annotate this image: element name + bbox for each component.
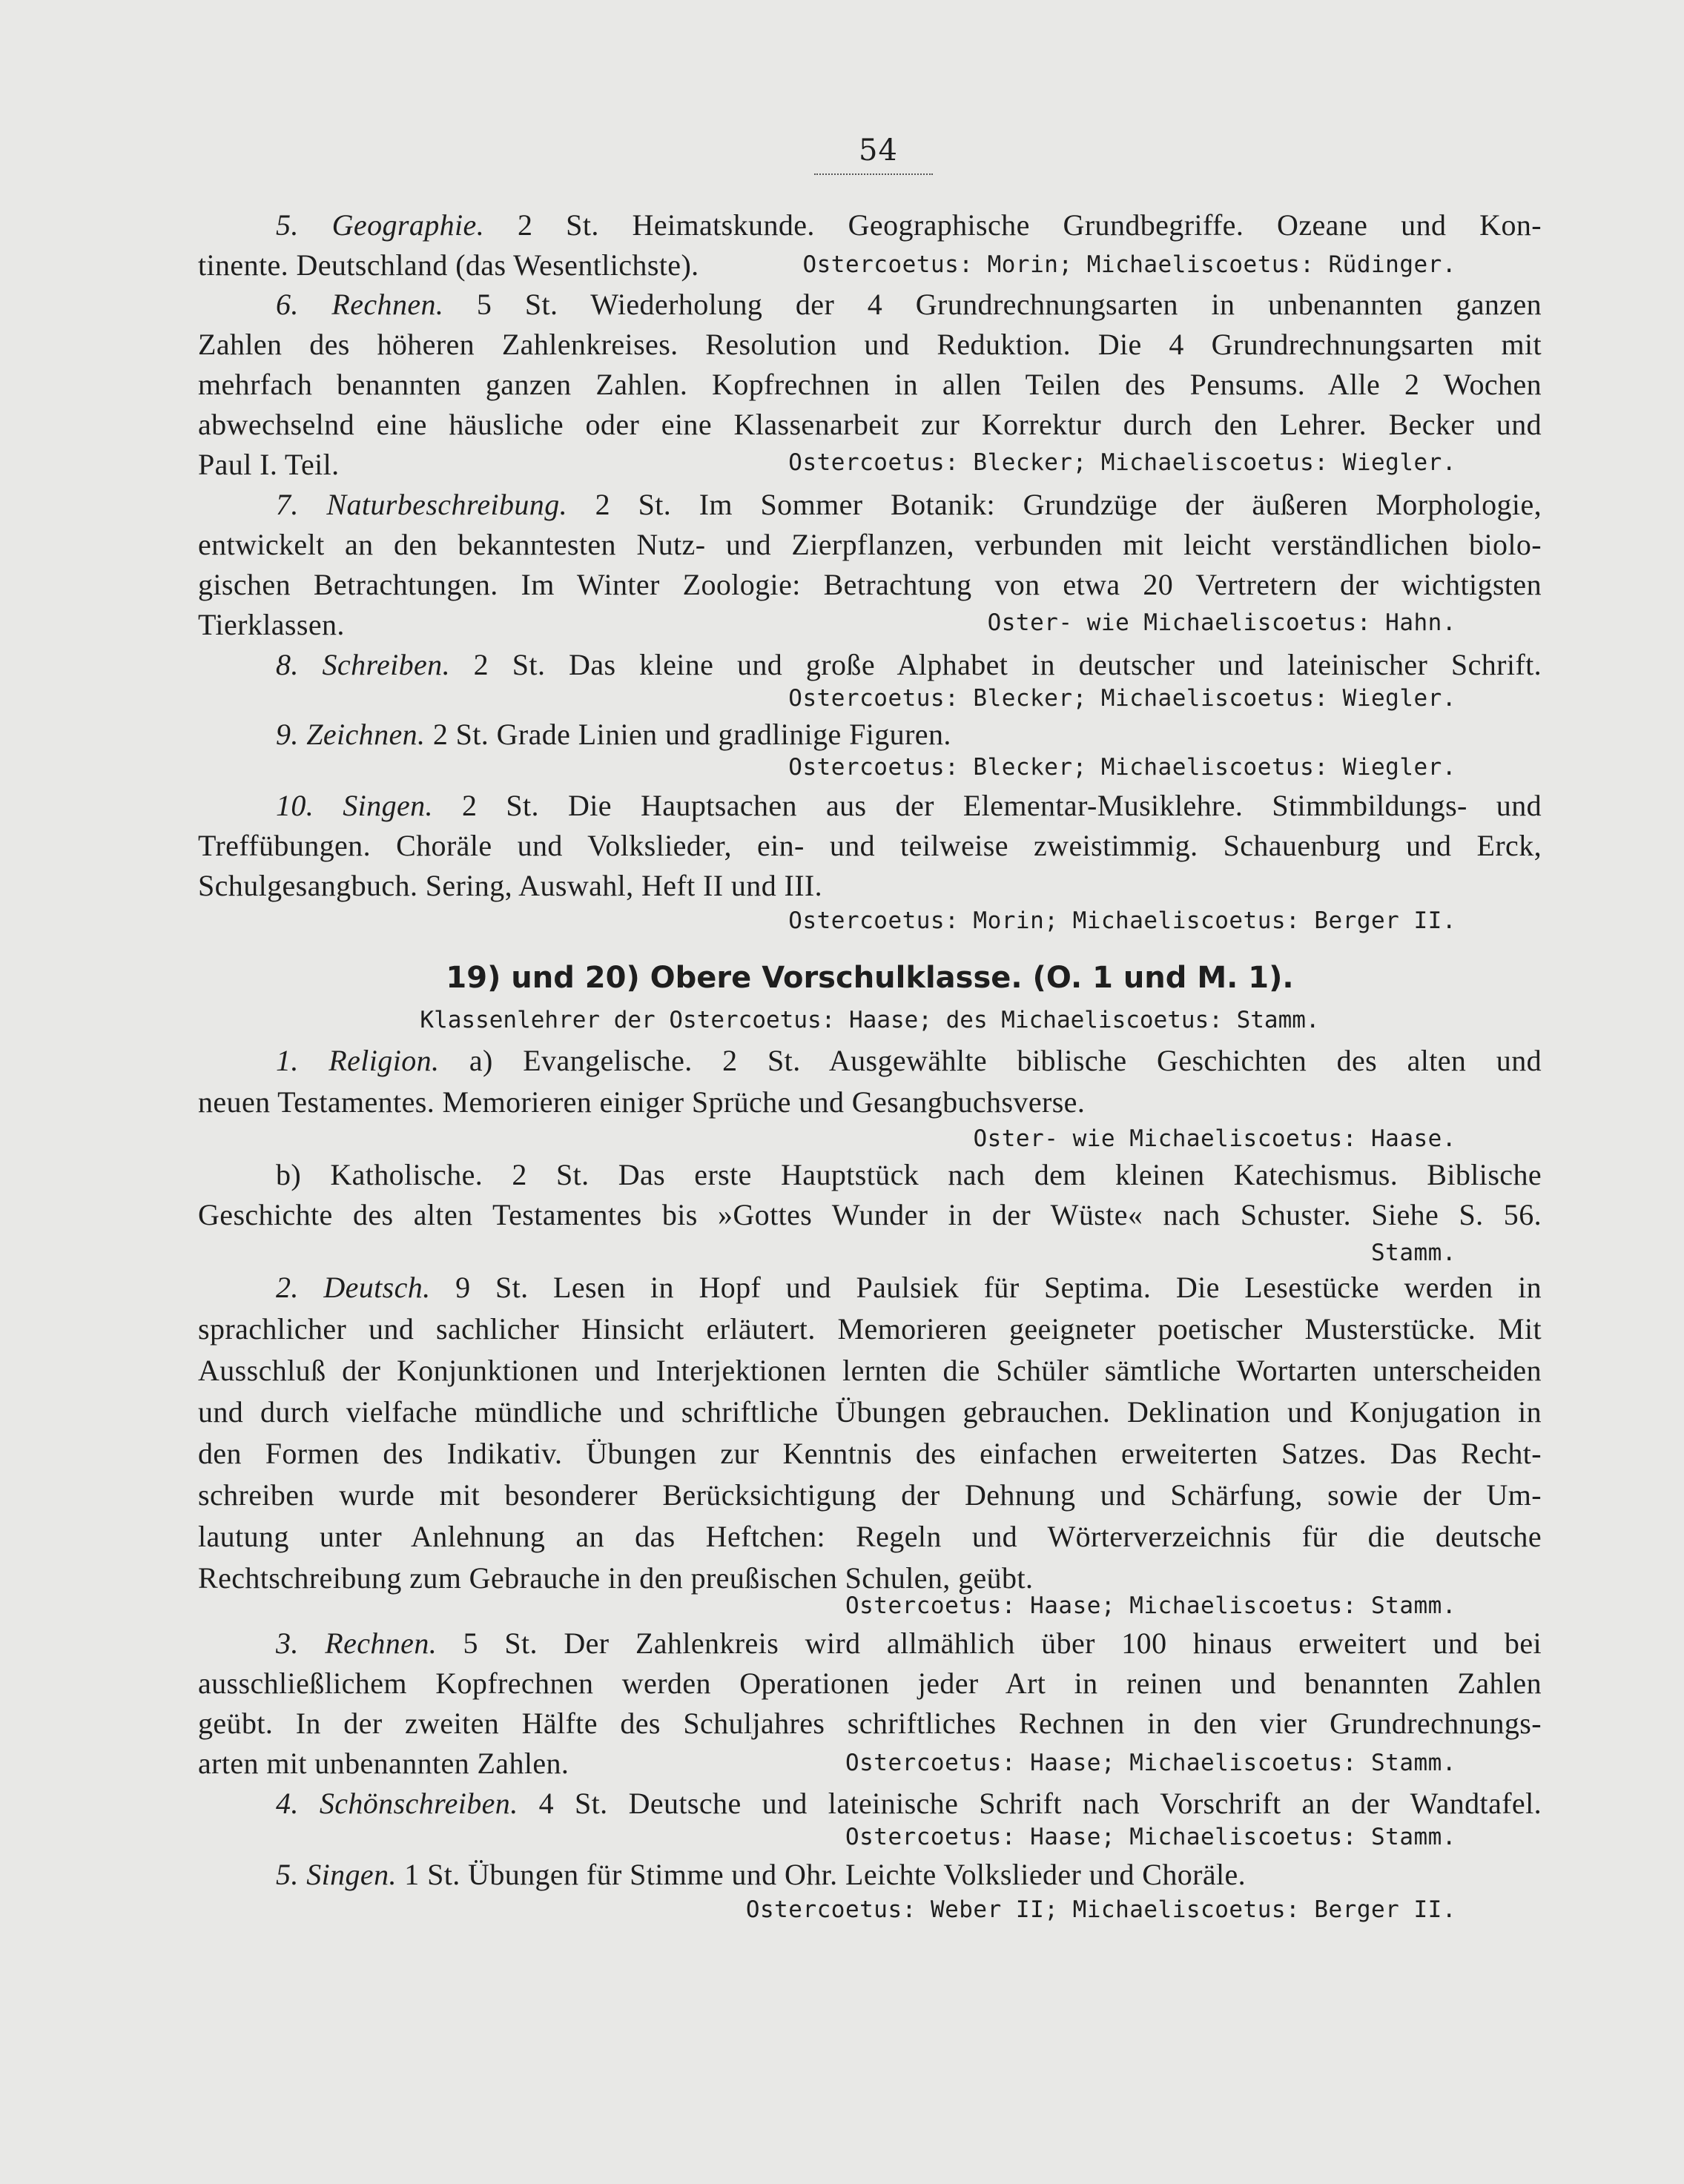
text-line: entwickelt an den bekanntesten Nutz- und Zierpflanzen, verbunden mit leicht verständlichen biolo- xyxy=(198,528,1542,561)
text-line: b) Katholische. 2 St. Das erste Hauptstück nach dem kleinen Katechismus. Biblische xyxy=(276,1158,1542,1191)
teacher-signature: Ostercoetus: Blecker; Michaeliscoetus: Wiegler. xyxy=(788,685,1456,712)
subject-title: Rechnen. xyxy=(325,1627,437,1660)
text-line: abwechselnd eine häusliche oder eine Klassenarbeit zur Korrektur durch den Lehrer. Becker und xyxy=(198,408,1542,441)
subject-title: Geographie. xyxy=(331,208,485,242)
text-line: neuen Testamentes. Memorieren einiger Sprüche und Gesangbuchsverse. xyxy=(198,1085,1086,1119)
text-line: gischen Betrachtungen. Im Winter Zoologie: Betrachtung von etwa 20 Vertretern der wichtigsten xyxy=(198,568,1542,601)
line-text: a) Evangelische. 2 St. Ausgewählte biblische Geschichten des alten und xyxy=(439,1044,1542,1077)
teacher-signature: Ostercoetus: Haase; Michaeliscoetus: Stamm. xyxy=(845,1750,1456,1776)
text-line: tinente. Deutschland (das Wesentlichste). xyxy=(198,248,699,282)
line-text: 2 St. Das kleine und große Alphabet in deutscher und lateinischer Schrift. xyxy=(449,648,1542,681)
line-text: 9 St. Lesen in Hopf und Paulsiek für Septima. Die Lesestücke werden in xyxy=(430,1271,1542,1304)
text-line: mehrfach benannten ganzen Zahlen. Kopfrechnen in allen Teilen des Pensums. Alle 2 Wochen xyxy=(198,368,1542,401)
text-line xyxy=(276,1785,1542,1822)
text-line: lautung unter Anlehnung an das Heftchen: Regeln und Wörterverzeichnis für die deutsche xyxy=(198,1520,1542,1553)
text-line xyxy=(276,787,1542,824)
text-line: und durch vielfache mündliche und schriftliche Übungen gebrauchen. Deklination und Konjugation in xyxy=(198,1395,1542,1429)
item-number: 6. xyxy=(276,288,299,321)
page-number-rule xyxy=(814,173,933,178)
page-number: 54 xyxy=(859,133,898,168)
text-line xyxy=(276,646,1542,684)
item-number: 1. xyxy=(276,1044,299,1077)
text-line: sprachlicher und sachlicher Hinsicht erläutert. Memorieren geeigneter poetischer Musterstücke. Mit xyxy=(198,1312,1542,1346)
text-line xyxy=(276,1269,1542,1306)
item-number: 4. xyxy=(276,1787,299,1820)
teacher-signature: Ostercoetus: Morin; Michaeliscoetus: Berger II. xyxy=(788,907,1456,934)
subject-title: Religion. xyxy=(328,1044,440,1077)
text-line: Tierklassen. xyxy=(198,608,345,641)
text-line: ausschließlichem Kopfrechnen werden Operationen jeder Art in reinen und benannten Zahlen xyxy=(198,1667,1542,1700)
text-line xyxy=(276,486,1542,523)
text-line: den Formen des Indikativ. Übungen zur Kenntnis des einfachen erweiterten Satzes. Das Recht- xyxy=(198,1437,1542,1470)
text-line xyxy=(276,1625,1542,1662)
subject-title: Singen. xyxy=(306,1858,397,1891)
line-text: 2 St. Die Hauptsachen aus der Elementar-Musiklehre. Stimmbildungs- und xyxy=(432,789,1542,822)
teacher-signature: Stamm. xyxy=(1371,1240,1456,1266)
line-text: 1 St. Übungen für Stimme und Ohr. Leichte Volkslieder und Choräle. xyxy=(396,1858,1247,1891)
text-line: Treffübungen. Choräle und Volkslieder, ein- und teilweise zweistimmig. Schauenburg und Erck, xyxy=(198,829,1542,862)
text-line: Geschichte des alten Testamentes bis »Gottes Wunder in der Wüste« nach Schuster. Siehe S. 56. xyxy=(198,1198,1542,1231)
item-number: 3. xyxy=(276,1627,299,1660)
text-line: Ausschluß der Konjunktionen und Interjektionen lernten die Schüler sämtliche Wortarten unterscheiden xyxy=(198,1354,1542,1387)
item-number: 8. xyxy=(276,648,299,681)
text-line: Schulgesangbuch. Sering, Auswahl, Heft II und III. xyxy=(198,869,823,902)
line-text: 2 St. Grade Linien und gradlinige Figuren. xyxy=(425,718,951,751)
line-text: 5 St. Der Zahlenkreis wird allmählich über 100 hinaus erweitert und bei xyxy=(437,1627,1542,1660)
item-number: 2. xyxy=(276,1271,299,1304)
section-subheading: Klassenlehrer der Ostercoetus: Haase; des Michaeliscoetus: Stamm. xyxy=(420,1007,1320,1033)
text-line xyxy=(276,1856,1542,1893)
line-text: 4 St. Deutsche und lateinische Schrift nach Vorschrift an der Wandtafel. xyxy=(518,1787,1542,1820)
subject-title: Zeichnen. xyxy=(306,718,426,751)
teacher-signature: Ostercoetus: Blecker; Michaeliscoetus: Wiegler. xyxy=(788,754,1456,781)
text-line: Zahlen des höheren Zahlenkreises. Resolution und Reduktion. Die 4 Grundrechnungsarten mit xyxy=(198,328,1542,361)
subject-title: Rechnen. xyxy=(331,288,444,321)
subject-title: Deutsch. xyxy=(323,1271,431,1304)
teacher-signature: Ostercoetus: Haase; Michaeliscoetus: Stamm. xyxy=(845,1592,1456,1619)
teacher-signature: Oster- wie Michaeliscoetus: Haase. xyxy=(973,1125,1456,1152)
text-line: geübt. In der zweiten Hälfte des Schuljahres schriftliches Rechnen in den vier Grundrechnungs- xyxy=(198,1707,1542,1740)
teacher-signature: Ostercoetus: Haase; Michaeliscoetus: Stamm. xyxy=(845,1824,1456,1850)
item-number: 7. xyxy=(276,488,299,521)
text-line: Rechtschreibung zum Gebrauche in den preußischen Schulen, geübt. xyxy=(198,1561,1034,1595)
subject-title: Schreiben. xyxy=(322,648,450,681)
teacher-signature: Ostercoetus: Weber II; Michaeliscoetus: Berger II. xyxy=(745,1896,1456,1923)
text-line: schreiben wurde mit besonderer Berücksichtigung der Dehnung und Schärfung, sowie der Um- xyxy=(198,1478,1542,1512)
text-line xyxy=(276,1042,1542,1079)
text-line xyxy=(276,716,1542,753)
line-text: 2 St. Im Sommer Botanik: Grundzüge der äußeren Morphologie, xyxy=(567,488,1542,521)
text-line xyxy=(276,286,1542,323)
subject-title: Schönschreiben. xyxy=(319,1787,518,1820)
teacher-signature: Ostercoetus: Blecker; Michaeliscoetus: Wiegler. xyxy=(788,449,1456,476)
subject-title: Naturbeschreibung. xyxy=(326,488,567,521)
item-number: 5. xyxy=(276,208,299,242)
text-line xyxy=(276,207,1542,244)
text-line: Paul I. Teil. xyxy=(198,448,340,481)
line-text: 2 St. Heimatskunde. Geographische Grundbegriffe. Ozeane und Kon- xyxy=(484,208,1542,242)
line-text: 5 St. Wiederholung der 4 Grundrechnungsarten in unbenannten ganzen xyxy=(443,288,1542,321)
item-number: 9. xyxy=(276,718,299,751)
item-number: 5. xyxy=(276,1858,299,1891)
subject-title: Singen. xyxy=(343,789,433,822)
section-heading: 19) und 20) Obere Vorschulklasse. (O. 1 und M. 1). xyxy=(446,961,1294,995)
teacher-signature: Ostercoetus: Morin; Michaeliscoetus: Rüdinger. xyxy=(802,251,1456,278)
teacher-signature: Oster- wie Michaeliscoetus: Hahn. xyxy=(987,609,1456,636)
text-line: arten mit unbenannten Zahlen. xyxy=(198,1747,569,1780)
item-number: 10. xyxy=(276,789,314,822)
